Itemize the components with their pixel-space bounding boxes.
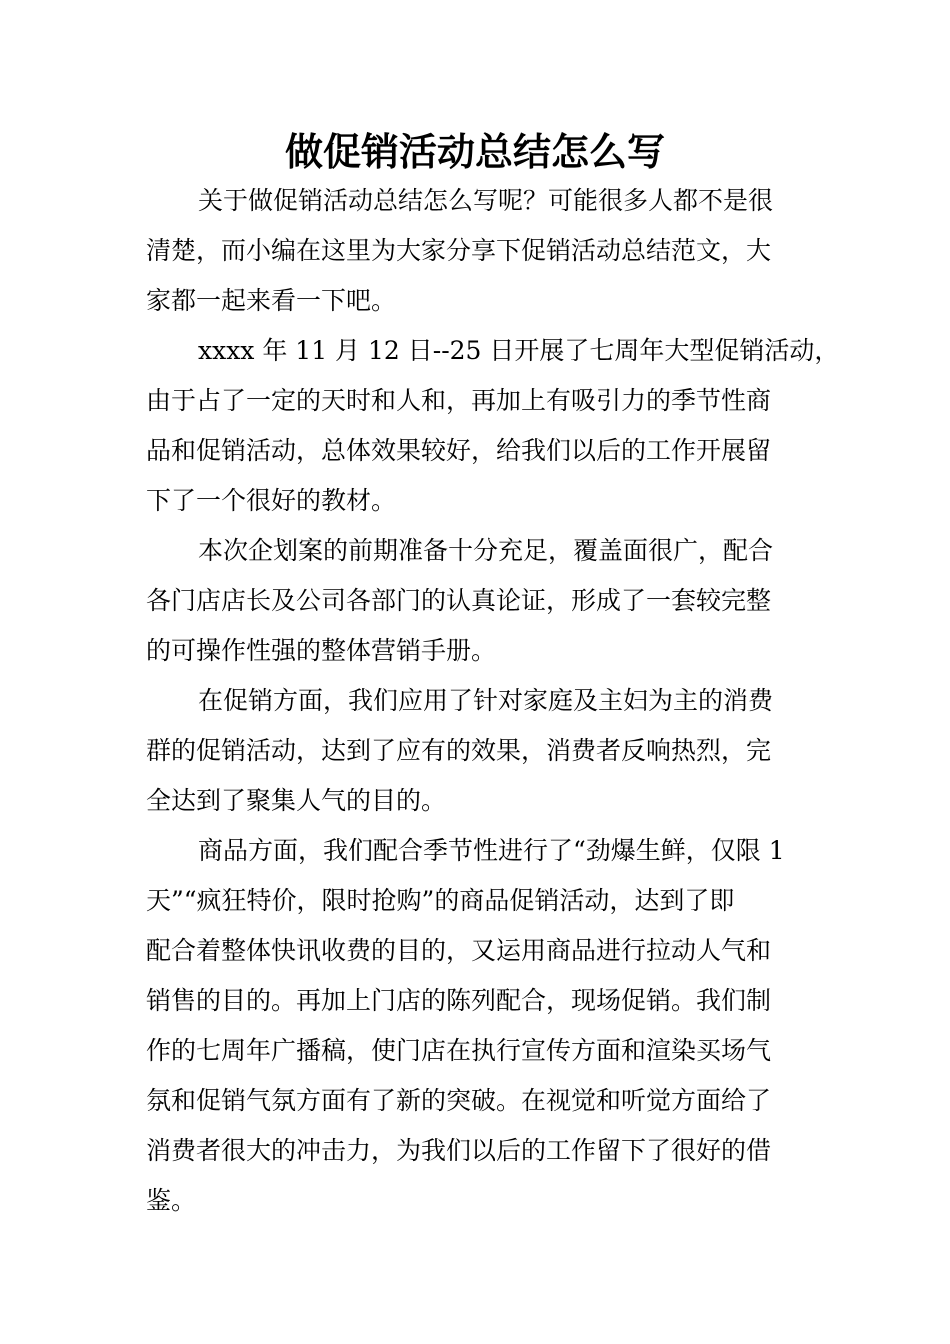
text-line: xxxx 年 11 月 12 日--25 日开展了七周年大型促销活动， [198,336,840,365]
document-title: 做促销活动总结怎么写 [284,130,665,174]
paragraph-3 [146,526,826,676]
text-line: 鉴。 [146,1186,197,1215]
text-line: 全达到了聚集人气的目的。 [146,786,447,815]
document-body [146,176,840,1226]
text-line: 在促销方面，我们应用了针对家庭及主妇为主的消费 [198,686,774,715]
text-line: 本次企划案的前期准备十分充足，覆盖面很广，配合 [198,536,774,565]
paragraph-2 [146,326,840,526]
text-line: 关于做促销活动总结怎么写呢？可能很多人都不是很 [198,186,774,215]
text-line: 商品方面，我们配合季节性进行了“劲爆生鲜，仅限 1 [198,836,785,865]
text-line: 由于占了一定的天时和人和，再加上有吸引力的季节性商 [146,386,772,415]
text-line: 清楚，而小编在这里为大家分享下促销活动总结范文，大 [146,236,772,265]
paragraph-4 [146,676,826,826]
text-line: 氛和促销气氛方面有了新的突破。在视觉和听觉方面给了 [146,1086,772,1115]
text-line: 销售的目的。再加上门店的陈列配合，现场促销。我们制 [146,986,772,1015]
text-line: 的可操作性强的整体营销手册。 [146,636,497,665]
text-line: 群的促销活动，达到了应有的效果，消费者反响热烈，完 [146,736,772,765]
text-line: 品和促销活动，总体效果较好，给我们以后的工作开展留 [146,436,772,465]
text-line: 天”“疯狂特价，限时抢购”的商品促销活动，达到了即 [146,886,735,915]
text-line: 家都一起来看一下吧。 [146,286,397,315]
text-line: 下了一个很好的教材。 [146,486,397,515]
text-line: 消费者很大的冲击力，为我们以后的工作留下了很好的借 [146,1136,772,1165]
text-line: 各门店店长及公司各部门的认真论证，形成了一套较完整 [146,586,772,615]
paragraph-1 [146,176,826,326]
paragraph-5 [146,826,826,1226]
text-line: 作的七周年广播稿，使门店在执行宣传方面和渲染买场气 [146,1036,772,1065]
text-line: 配合着整体快讯收费的目的，又运用商品进行拉动人气和 [146,936,772,965]
